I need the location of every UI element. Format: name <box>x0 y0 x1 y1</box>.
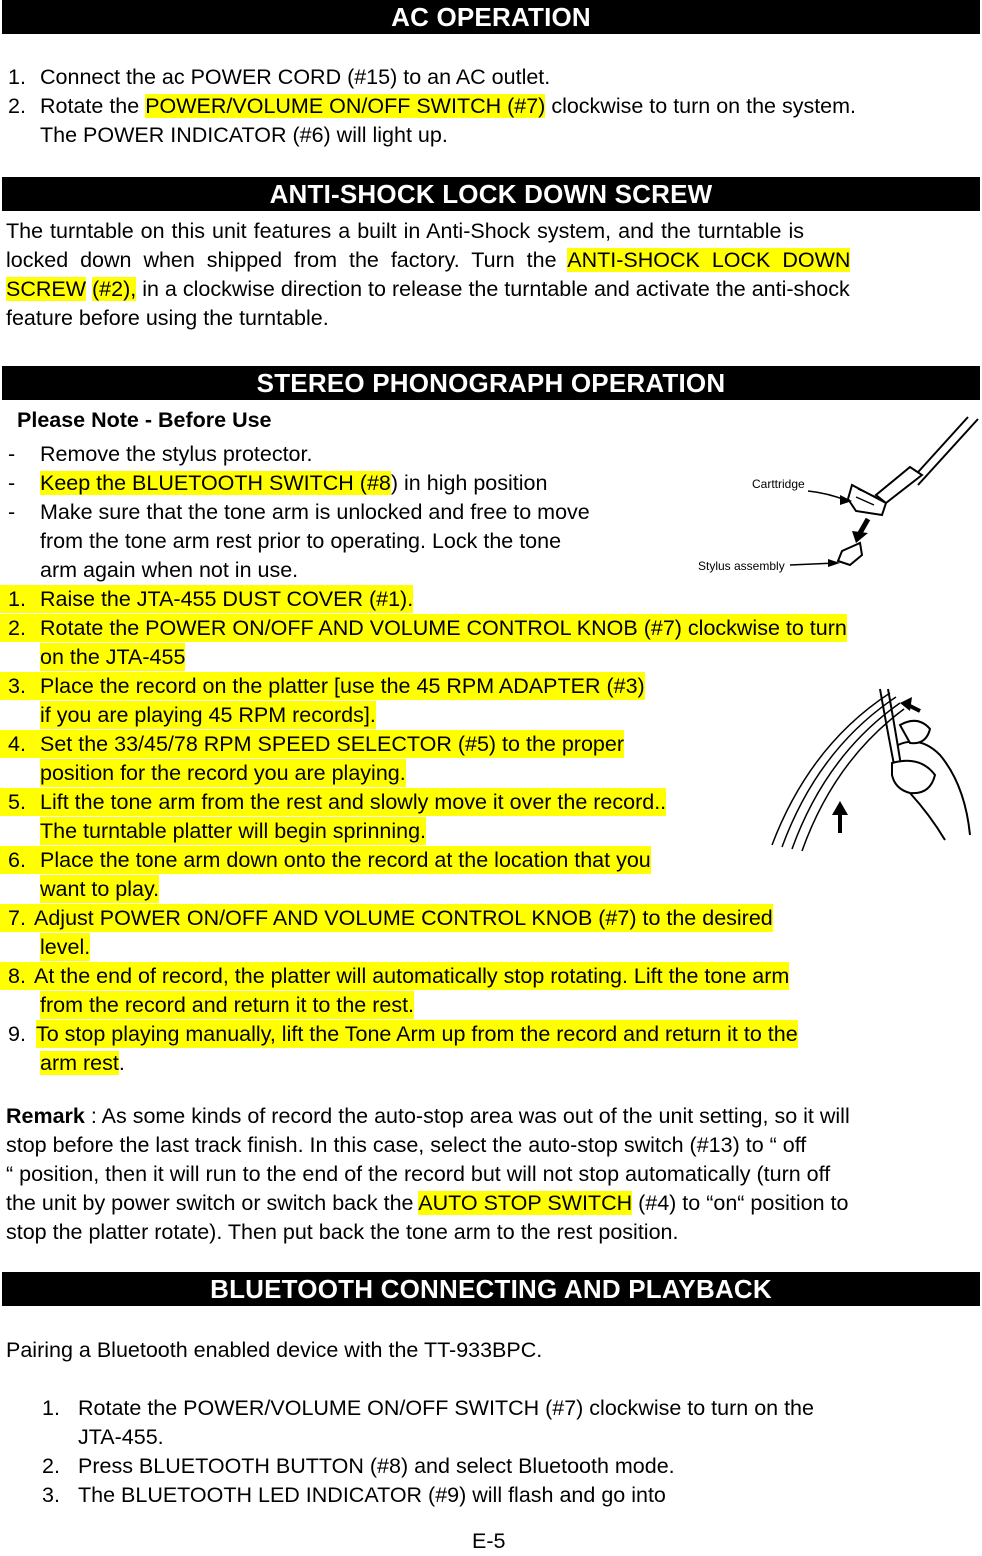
step-2-text-b: on the JTA-455 <box>40 645 186 669</box>
step-8-text-a: At the end of record, the platter will automatically stop rotating. Lift the tone arm <box>34 964 790 988</box>
step-3-number: 3. <box>0 672 48 700</box>
ac-step-2-number: 2. <box>8 94 26 118</box>
highlight: POWER/VOLUME ON/OFF SWITCH (#7) <box>145 94 546 118</box>
tone-arm-hand-illustration <box>770 685 975 855</box>
stylus-label: Stylus assembly <box>698 559 785 573</box>
step-9-text-b: arm rest. <box>40 1051 125 1075</box>
step-3-text-b: if you are playing 45 RPM records]. <box>40 703 376 727</box>
step-7-number: 7. <box>0 904 40 932</box>
bt-step-3-number: 3. <box>42 1483 60 1507</box>
highlight: ANTI-SHOCK LOCK DOWN <box>567 248 851 272</box>
highlight: SCREW <box>6 277 87 301</box>
step-8-text-b: from the record and return it to the rest. <box>40 993 415 1017</box>
step-5-text-a: Lift the tone arm from the rest and slowly move it over the record.. <box>40 790 667 814</box>
step-2-number: 2. <box>0 614 48 642</box>
step-4-text-a: Set the 33/45/78 RPM SPEED SELECTOR (#5) to the proper <box>40 732 624 756</box>
bluetooth-intro: Pairing a Bluetooth enabled device with the TT-933BPC. <box>6 1338 543 1362</box>
bt-step-1-text-a: Rotate the POWER/VOLUME ON/OFF SWITCH (#7) clockwise to turn on the <box>78 1396 814 1420</box>
bullet-dash: - <box>8 500 16 524</box>
step-6-number: 6. <box>0 846 48 874</box>
step-9-number: 9. <box>8 1022 26 1046</box>
step-8-number: 8. <box>0 962 40 990</box>
anti-shock-line-1: The turntable on this unit features a built in Anti-Shock system, and the turntable is <box>6 219 804 243</box>
bt-step-3-text: The BLUETOOTH LED INDICATOR (#9) will flash and go into <box>78 1483 666 1507</box>
step-5-text-b: The turntable platter will begin sprinning. <box>40 819 427 843</box>
bt-step-2-number: 2. <box>42 1454 60 1478</box>
anti-shock-line-4: feature before using the turntable. <box>6 306 329 330</box>
section-header-phonograph: STEREO PHONOGRAPH OPERATION <box>2 366 980 400</box>
note-bullet-3b: from the tone arm rest prior to operating. Lock the tone <box>40 529 562 553</box>
section-header-ac-operation: AC OPERATION <box>2 0 980 34</box>
section-header-bluetooth: BLUETOOTH CONNECTING AND PLAYBACK <box>2 1272 980 1306</box>
cartridge-label: Carttridge <box>752 477 805 491</box>
step-3-text-a: Place the record on the platter [use the 45 RPM ADAPTER (#3) <box>40 674 645 698</box>
step-9-text-a: To stop playing manually, lift the Tone Arm up from the record and return it to the <box>36 1022 798 1046</box>
anti-shock-line-2: locked down when shipped from the factory. Turn the ANTI-SHOCK LOCK DOWN <box>6 248 851 272</box>
note-bullet-2: Keep the BLUETOOTH SWITCH (#8) in high position <box>40 471 548 495</box>
anti-shock-line-3: SCREW (#2), in a clockwise direction to release the turntable and activate the anti-shock <box>6 277 850 301</box>
step-5-number: 5. <box>0 788 48 816</box>
bullet-dash: - <box>8 471 16 495</box>
cartridge-stylus-illustration <box>690 415 982 585</box>
ac-step-1-number: 1. <box>8 65 26 89</box>
note-bullet-3c: arm again when not in use. <box>40 558 299 582</box>
remark-line-3: “ position, then it will run to the end of the record but will not stop automatically (turn off <box>6 1162 831 1186</box>
step-7-text-a: Adjust POWER ON/OFF AND VOLUME CONTROL KNOB (#7) to the desired <box>34 906 773 930</box>
remark-line-1: Remark : As some kinds of record the auto-stop area was out of the unit setting, so it will <box>6 1104 850 1128</box>
ac-step-2-text: Rotate the POWER/VOLUME ON/OFF SWITCH (#7) clockwise to turn on the system. <box>40 94 857 118</box>
step-6-text-a: Place the tone arm down onto the record at the location that you <box>40 848 651 872</box>
highlight: (#2), <box>92 277 137 301</box>
highlight: Keep the BLUETOOTH SWITCH (#8 <box>40 471 391 495</box>
step-1-number: 1. <box>0 585 48 613</box>
remark-line-4: the unit by power switch or switch back the AUTO STOP SWITCH (#4) to “on“ position to <box>6 1191 849 1215</box>
bt-step-1-text-b: JTA-455. <box>78 1425 164 1449</box>
bt-step-2-text: Press BLUETOOTH BUTTON (#8) and select Bluetooth mode. <box>78 1454 675 1478</box>
please-note-title: Please Note - Before Use <box>17 408 272 432</box>
remark-line-5: stop the platter rotate). Then put back the tone arm to the rest position. <box>6 1220 679 1244</box>
step-7-text-b: level. <box>40 935 91 959</box>
step-4-text-b: position for the record you are playing. <box>40 761 406 785</box>
note-bullet-1: Remove the stylus protector. <box>40 442 313 466</box>
note-bullet-3a: Make sure that the tone arm is unlocked and free to move <box>40 500 590 524</box>
step-2-text-a: Rotate the POWER ON/OFF AND VOLUME CONTROL KNOB (#7) clockwise to turn <box>40 616 847 640</box>
bt-step-1-number: 1. <box>42 1396 60 1420</box>
remark-label: Remark <box>6 1104 85 1128</box>
bullet-dash: - <box>8 442 16 466</box>
page-number: E-5 <box>472 1529 506 1553</box>
remark-line-2: stop before the last track finish. In this case, select the auto-stop switch (#13) to “ off <box>6 1133 807 1157</box>
ac-step-1-text: Connect the ac POWER CORD (#15) to an AC outlet. <box>40 65 551 89</box>
section-header-anti-shock: ANTI-SHOCK LOCK DOWN SCREW <box>2 177 980 211</box>
ac-step-2-continuation: The POWER INDICATOR (#6) will light up. <box>40 123 448 147</box>
step-4-number: 4. <box>0 730 48 758</box>
highlight: AUTO STOP SWITCH <box>418 1191 633 1215</box>
step-1-text: Raise the JTA-455 DUST COVER (#1). <box>40 587 414 611</box>
step-6-text-b: want to play. <box>40 877 160 901</box>
